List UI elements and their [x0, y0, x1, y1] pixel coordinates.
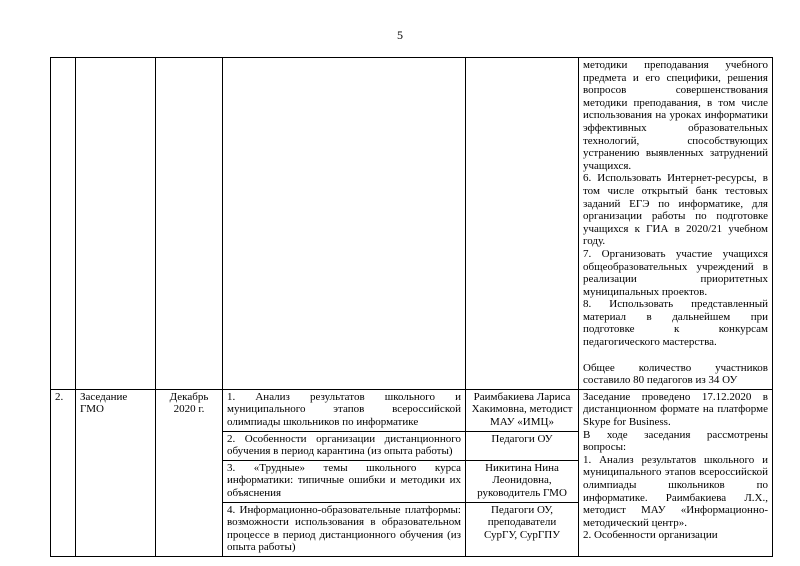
event-date-cell: Декабрь 2020 г. — [156, 389, 223, 556]
note-paragraph-total: Общее количество участников составило 80 педагогов из 34 ОУ — [583, 361, 768, 387]
row-number-cell: 2. — [51, 389, 76, 556]
notes-cell-row2 — [579, 389, 773, 556]
table-row-2 — [51, 389, 773, 431]
event-name-cell: Заседание ГМО — [76, 389, 156, 556]
note-paragraph: 2. Особенности организации — [583, 529, 718, 542]
agenda-person-4: Педагоги ОУ, преподаватели СурГУ, СурГПУ — [466, 502, 579, 556]
page-number: 5 — [397, 28, 403, 42]
note-paragraph: Заседание проведено 17.12.2020 в дистанционном формате на платформе Skype for Business. — [583, 390, 768, 429]
note-paragraph: методики преподавания учебного предмета и его специфики, решения вопросов совершенствования методики преподавания, в том числе использования на уроках информатики эффективных образовательных технологий, способствующих устранению выявленных затруднений учащихся. — [583, 59, 768, 172]
event-cell-empty — [76, 58, 156, 390]
agenda-person-1: Раимбакиева Лариса Хакимовна, методист МАУ «ИМЦ» — [466, 389, 579, 431]
note-paragraph: 8. Использовать представленный материал в дальнейшем при подготовке к конкурсам педагогического мастерства. — [583, 298, 768, 349]
agenda-topic-4: 4. Информационно-образовательные платформы: возможности использования в образовательном процессе в период дистанционного обучения (из опыта работы) — [223, 502, 466, 556]
agenda-person-3: Никитина Нина Леонидовна, руководитель ГМО — [466, 460, 579, 502]
person-cell-empty — [466, 58, 579, 390]
agenda-topic-2: 2. Особенности организации дистанционного обучения в период карантина (из опыта работы) — [223, 431, 466, 460]
note-paragraph: 6. Использовать Интернет-ресурсы, в том числе открытый банк тестовых заданий ЕГЭ по информатике, для организации работы по подготовке учащихся к ГИА в 2020/21 учебном году. — [583, 172, 768, 248]
activity-table — [50, 57, 773, 557]
agenda-cell-empty — [223, 58, 466, 390]
note-paragraph: 1. Анализ результатов школьного и муниципального этапов всероссийской олимпиады школьников по информатике. Раимбакиева Л.Х., методист МАУ «Информационно-методический центр». — [583, 453, 768, 529]
note-paragraph: В ходе заседания рассмотрены вопросы: — [583, 428, 768, 454]
row-number-cell-empty — [51, 58, 76, 390]
note-paragraph: 7. Организовать участие учащихся общеобразовательных учреждений в реализации приоритетных муниципальных проектов. — [583, 247, 768, 298]
agenda-person-2: Педагоги ОУ — [466, 431, 579, 460]
notes-cell-continuation — [579, 58, 773, 390]
table-row-continuation — [51, 58, 773, 390]
agenda-topic-1: 1. Анализ результатов школьного и муниципального этапов всероссийской олимпиады школьников по информатике — [223, 389, 466, 431]
agenda-topic-3: 3. «Трудные» темы школьного курса информатики: типичные ошибки и методики их объяснения — [223, 460, 466, 502]
date-cell-empty — [156, 58, 223, 390]
